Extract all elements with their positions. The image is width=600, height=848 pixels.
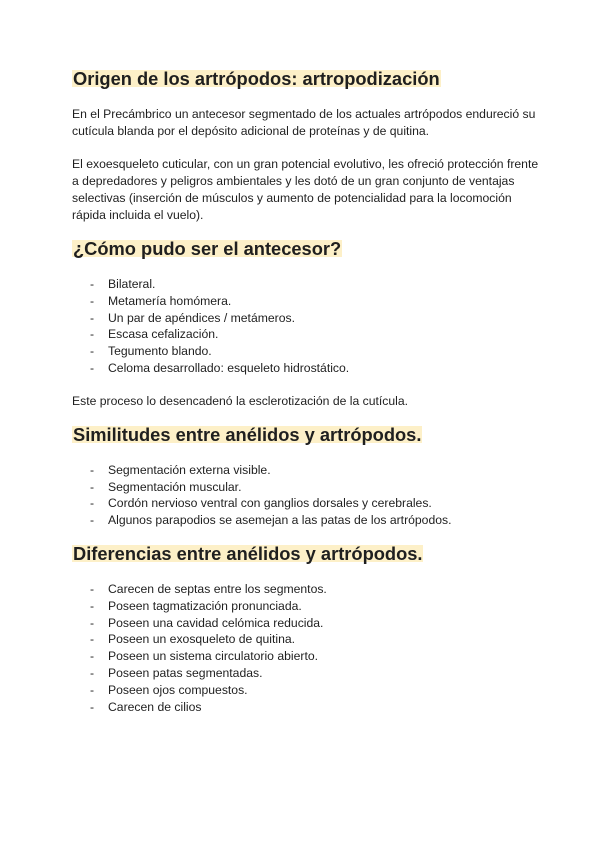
list-item: - Poseen ojos compuestos. — [90, 682, 248, 697]
heading-origin: Origen de los artrópodos: artropodización — [73, 68, 440, 89]
list-item: - Cordón nervioso ventral con ganglios dorsales y cerebrales. — [90, 496, 432, 511]
bullet-dash: - — [90, 277, 95, 291]
bullet-dash: - — [90, 632, 95, 647]
similarities-list — [72, 462, 542, 529]
list-item: - Segmentación externa visible. — [90, 462, 271, 477]
list-item: - Segmentación muscular. — [90, 479, 242, 494]
list-item: - Poseen un sistema circulatorio abierto. — [90, 649, 319, 664]
bullet-dash: - — [90, 699, 95, 714]
heading-differences: Diferencias entre anélidos y artrópodos. — [73, 542, 423, 564]
list-item: - Poseen patas segmentadas. — [90, 665, 263, 680]
paragraph-precambrian: En el Precámbrico un antecesor segmentado de los actuales artrópodos endureció su cutícula blanda por el depósito adicional de proteínas y de quitina. — [72, 107, 536, 138]
list-item: - Celoma desarrollado: esqueleto hidrostático. — [90, 360, 350, 375]
list-item: - Carecen de cilios — [90, 699, 202, 714]
bullet-dash: - — [90, 479, 95, 494]
list-item: - Algunos parapodios se asemejan a las patas de los artrópodos. — [90, 513, 452, 528]
bullet-dash: - — [90, 665, 95, 680]
bullet-dash: - — [90, 513, 95, 528]
list-item: - Metamería homómera. — [90, 293, 232, 308]
bullet-dash: - — [90, 462, 95, 477]
list-item: - Tegumento blando. — [90, 344, 212, 359]
bullet-dash: - — [90, 360, 95, 375]
bullet-dash: - — [90, 327, 95, 342]
bullet-dash: - — [90, 344, 95, 359]
list-item: - Bilateral. — [90, 277, 156, 291]
paragraph-exoskeleton: El exoesqueleto cuticular, con un gran potencial evolutivo, les ofreció protección frente a depredadores y peligros ambientales y les dotó de un gran conjunto de ventajas selectivas (inserción de músculos y aumento de potencialidad para la locomoción rápida incluida el vuelo). — [72, 157, 539, 222]
list-item: - Carecen de septas entre los segmentos. — [90, 581, 327, 596]
list-item: - Poseen tagmatización pronunciada. — [90, 598, 302, 613]
list-item: - Escasa cefalización. — [90, 327, 219, 342]
bullet-dash: - — [90, 615, 95, 630]
bullet-dash: - — [90, 496, 95, 511]
document-page — [72, 70, 542, 715]
bullet-dash: - — [90, 682, 95, 697]
list-item: - Poseen una cavidad celómica reducida. — [90, 615, 324, 630]
heading-similarities: Similitudes entre anélidos y artrópodos. — [73, 423, 422, 445]
bullet-dash: - — [90, 598, 95, 613]
list-item: - Poseen un exosqueleto de quitina. — [90, 632, 296, 647]
bullet-dash: - — [90, 649, 95, 664]
ancestor-list — [72, 276, 542, 377]
heading-ancestor: ¿Cómo pudo ser el antecesor? — [73, 238, 342, 259]
bullet-dash: - — [90, 581, 95, 596]
bullet-dash: - — [90, 293, 95, 308]
differences-list — [72, 581, 542, 715]
paragraph-sclerotization: Este proceso lo desencadenó la esclerotización de la cutícula. — [72, 393, 409, 408]
bullet-dash: - — [90, 310, 95, 325]
list-item: - Un par de apéndices / metámeros. — [90, 310, 295, 325]
